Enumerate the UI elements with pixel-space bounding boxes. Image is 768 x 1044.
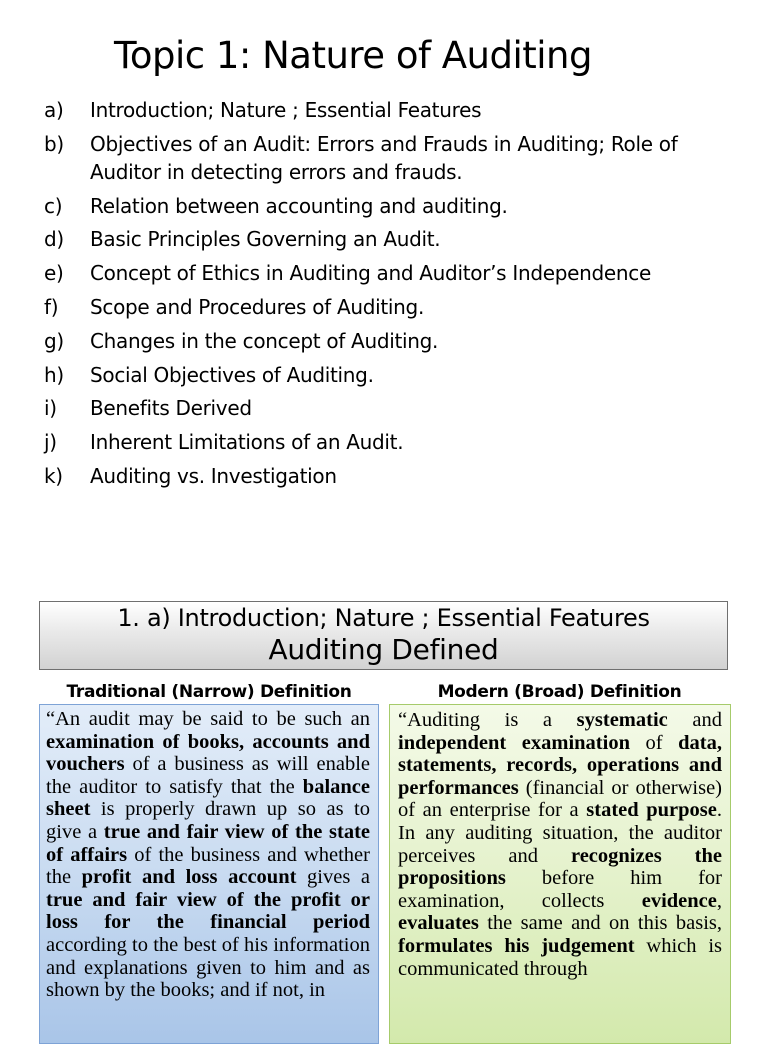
topic-list-item <box>44 327 734 355</box>
bold-phrase: profit and loss account <box>81 866 297 889</box>
topic-list-item <box>44 394 734 422</box>
text-segment: (financial or otherwise) of an enterprise for a <box>398 776 722 822</box>
bold-phrase: balance sheet <box>46 775 370 821</box>
text-segment: “An audit may be said to be such an <box>46 708 370 730</box>
list-item-text: Changes in the concept of Auditing. <box>90 328 439 353</box>
text-segment: gives a <box>296 866 370 889</box>
bold-phrase: recognizes the propositions <box>398 844 722 890</box>
list-item-text: Basic Principles Governing an Audit. <box>90 227 441 252</box>
text-segment: “Auditing is a <box>398 709 577 731</box>
text-segment: and <box>667 709 722 731</box>
topic-list-item <box>44 192 734 220</box>
list-item-text: Objectives of an Audit: Errors and Frauds in Auditing; Role of Auditor in detecting errors and frauds. <box>90 131 678 184</box>
bold-phrase: true and fair view of the state of affairs <box>46 820 370 866</box>
text-segment: according to the best of his information and explanations given to him and as shown by the books; and if not, in <box>46 933 370 1002</box>
bold-phrase: true and fair view of the profit or loss for the financial period <box>46 888 370 934</box>
list-item-text: Benefits Derived <box>90 396 252 421</box>
topic-list-item <box>44 130 734 186</box>
list-item-text: Introduction; Nature ; Essential Features <box>90 98 482 122</box>
traditional-definition-text <box>39 704 379 1044</box>
topic-list-item <box>44 96 734 124</box>
text-segment: before him for examination, collects <box>398 867 722 912</box>
list-marker: b) <box>44 131 64 156</box>
text-segment: of a business as will enable the auditor to satisfy that the <box>46 753 370 798</box>
modern-definition-label: Modern (Broad) Definition <box>437 682 682 702</box>
bold-phrase: independent examination <box>398 731 630 754</box>
text-segment: is properly drawn up so as to give a <box>46 798 370 843</box>
topic-list-item <box>44 428 734 456</box>
list-marker: d) <box>44 227 64 252</box>
bold-phrase: evidence <box>641 889 717 912</box>
bold-phrase: stated purpose <box>586 799 717 822</box>
topic-list-item <box>44 259 734 287</box>
modern-definition-text <box>389 704 731 1044</box>
slide-1-title: Topic 1: Nature of Auditing <box>114 34 592 77</box>
topic-list-item <box>44 293 734 321</box>
list-item-text: Relation between accounting and auditing. <box>90 193 508 218</box>
list-marker: i) <box>44 396 57 421</box>
section-header <box>39 601 728 670</box>
topic-list-item <box>44 361 734 389</box>
bold-phrase: formulates his judgement <box>398 934 635 957</box>
text-segment: of the business and whether the <box>46 843 370 889</box>
section-heading: 1. a) Introduction; Nature ; Essential Features <box>117 604 650 632</box>
list-marker: e) <box>44 261 64 286</box>
bold-phrase: evaluates <box>398 912 479 935</box>
list-item-text: Auditing vs. Investigation <box>90 463 337 488</box>
text-segment: which is communicated through <box>398 934 722 980</box>
list-marker: g) <box>44 328 64 353</box>
list-marker: c) <box>44 193 63 218</box>
list-marker: a) <box>44 98 64 122</box>
list-item-text: Social Objectives of Auditing. <box>90 362 374 387</box>
list-marker: j) <box>44 430 57 455</box>
topic-list-item <box>44 462 734 490</box>
text-segment: , <box>716 889 722 912</box>
text-segment: . In any auditing situation, the auditor perceives and <box>398 799 723 867</box>
bold-phrase: systematic <box>576 709 668 731</box>
section-subheading: Auditing Defined <box>268 633 499 666</box>
text-segment: of <box>629 731 679 754</box>
list-item-text: Concept of Ethics in Auditing and Auditor’s Independence <box>90 261 651 286</box>
traditional-definition-label: Traditional (Narrow) Definition <box>66 682 352 702</box>
list-item-text: Scope and Procedures of Auditing. <box>90 294 425 319</box>
bold-phrase: examination of books, accounts and vouchers <box>46 730 370 776</box>
list-marker: f) <box>44 294 59 319</box>
list-item-text: Inherent Limitations of an Audit. <box>90 430 404 455</box>
list-marker: h) <box>44 362 64 387</box>
topic-list <box>44 96 734 496</box>
topic-list-item <box>44 225 734 253</box>
bold-phrase: data, statements, records, operations and performances <box>398 731 722 799</box>
list-marker: k) <box>44 463 63 488</box>
text-segment: the same and on this basis, <box>478 912 722 935</box>
